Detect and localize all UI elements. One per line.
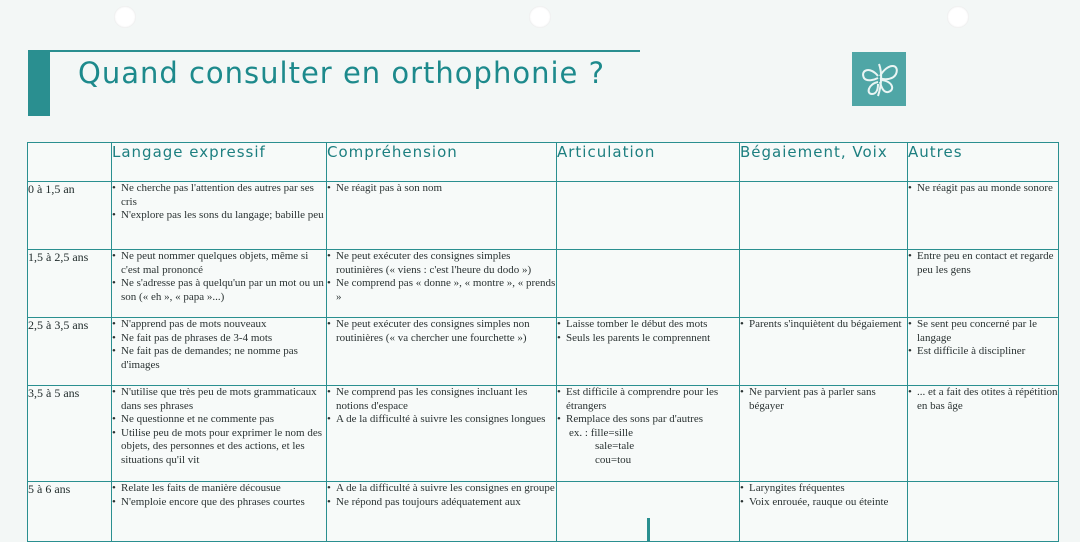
header-autres: Autres xyxy=(908,143,1059,182)
begaiement-cell xyxy=(740,482,908,542)
comprehension-cell xyxy=(327,482,557,542)
age-cell: 1,5 à 2,5 ans xyxy=(28,250,112,318)
expressif-cell xyxy=(112,386,327,482)
comprehension-cell xyxy=(327,386,557,482)
age-cell: 3,5 à 5 ans xyxy=(28,386,112,482)
list-item: • Ne réagit pas à son nom xyxy=(327,182,556,196)
page-title: Quand consulter en orthophonie ? xyxy=(78,56,605,90)
table-row xyxy=(28,182,1059,250)
list-item: • Ne réagit pas au monde sonore xyxy=(908,182,1058,196)
comprehension-cell xyxy=(327,250,557,318)
table-row xyxy=(28,250,1059,318)
table-row xyxy=(28,482,1059,542)
autres-cell xyxy=(908,318,1059,386)
autres-cell xyxy=(908,386,1059,482)
articulation-cell xyxy=(557,182,740,250)
list-item: • Ne comprend pas les consignes incluant les notions d'espace xyxy=(327,386,556,413)
list-item: • Voix enrouée, rauque ou éteinte xyxy=(740,496,907,510)
list-item: • Ne s'adresse pas à quelqu'un par un mot ou un son (« eh », « papa »...) xyxy=(112,277,326,304)
title-accent-bar xyxy=(28,50,50,116)
expressif-cell xyxy=(112,482,327,542)
butterfly-icon xyxy=(852,52,906,106)
list-item: • Est difficile à discipliner xyxy=(908,345,1058,359)
example-item: sale=tale xyxy=(595,440,635,452)
example-line xyxy=(557,427,739,441)
header-comprehension: Compréhension xyxy=(327,143,557,182)
begaiement-cell xyxy=(740,386,908,482)
header-articulation: Articulation xyxy=(557,143,740,182)
example-label: ex. : xyxy=(569,426,588,439)
example-item: fille=sille xyxy=(590,426,633,439)
table-row xyxy=(28,386,1059,482)
list-item: • Ne peut exécuter des consignes simples routinières (« viens : c'est l'heure du dodo ») xyxy=(327,250,556,277)
list-item: • Ne fait pas de demandes; ne nomme pas d'images xyxy=(112,345,326,372)
list-item: • Ne répond pas toujours adéquatement aux xyxy=(327,496,556,510)
list-item: • Se sent peu concerné par le langage xyxy=(908,318,1058,345)
autres-cell xyxy=(908,250,1059,318)
list-item: • Seuls les parents le comprennent xyxy=(557,332,739,346)
age-cell: 5 à 6 ans xyxy=(28,482,112,542)
autres-cell xyxy=(908,182,1059,250)
title-rule xyxy=(28,50,640,52)
begaiement-cell xyxy=(740,318,908,386)
articulation-cell xyxy=(557,250,740,318)
autres-cell xyxy=(908,482,1059,542)
list-item: • N'utilise que très peu de mots grammaticaux dans ses phrases xyxy=(112,386,326,413)
list-item: • Ne cherche pas l'attention des autres par ses cris xyxy=(112,182,326,209)
list-item: • Ne comprend pas « donne », « montre », « prends » xyxy=(327,277,556,304)
expressif-cell xyxy=(112,250,327,318)
comprehension-cell xyxy=(327,182,557,250)
age-cell: 0 à 1,5 an xyxy=(28,182,112,250)
table-row xyxy=(28,318,1059,386)
list-item: • Laisse tomber le début des mots xyxy=(557,318,739,332)
list-item: • Laryngites fréquentes xyxy=(740,482,907,496)
consultation-table xyxy=(27,142,1059,542)
list-item: • Relate les faits de manière décousue xyxy=(112,482,326,496)
comprehension-cell xyxy=(327,318,557,386)
list-item: • Est difficile à comprendre pour les étrangers xyxy=(557,386,739,413)
list-item: • Ne peut nommer quelques objets, même si c'est mal prononcé xyxy=(112,250,326,277)
binder-hole xyxy=(529,6,551,28)
list-item: • N'emploie encore que des phrases courtes xyxy=(112,496,326,510)
header-langage-expressif: Langage expressif xyxy=(112,143,327,182)
begaiement-cell xyxy=(740,182,908,250)
list-item: • Parents s'inquiètent du bégaiement xyxy=(740,318,907,332)
list-item: • A de la difficulté à suivre les consignes en groupe xyxy=(327,482,556,496)
list-item: • A de la difficulté à suivre les consignes longues xyxy=(327,413,556,427)
list-item: • Utilise peu de mots pour exprimer le nom des objets, des personnes et des actions, et les situations qu'il vit xyxy=(112,427,326,468)
header-row xyxy=(28,143,1059,182)
header-begaiement-voix: Bégaiement, Voix xyxy=(740,143,908,182)
list-item: • Entre peu en contact et regarde peu les gens xyxy=(908,250,1058,277)
binder-hole xyxy=(114,6,136,28)
articulation-cell xyxy=(557,318,740,386)
expressif-cell xyxy=(112,318,327,386)
list-item: • Ne peut exécuter des consignes simples non routinières (« va chercher une fourchette ») xyxy=(327,318,556,345)
expressif-cell xyxy=(112,182,327,250)
articulation-cell xyxy=(557,386,740,482)
list-item: • ... et a fait des otites à répétition en bas âge xyxy=(908,386,1058,413)
example-item: cou=tou xyxy=(595,453,632,466)
binder-hole xyxy=(947,6,969,28)
age-cell: 2,5 à 3,5 ans xyxy=(28,318,112,386)
list-item: • N'explore pas les sons du langage; babille peu xyxy=(112,209,326,223)
list-item: • Ne questionne et ne commente pas xyxy=(112,413,326,427)
margin-mark xyxy=(647,518,650,542)
header-age xyxy=(28,143,112,182)
list-item: • Ne fait pas de phrases de 3-4 mots xyxy=(112,332,326,346)
list-item: • N'apprend pas de mots nouveaux xyxy=(112,318,326,332)
list-item: • Ne parvient pas à parler sans bégayer xyxy=(740,386,907,413)
begaiement-cell xyxy=(740,250,908,318)
list-item: • Remplace des sons par d'autres xyxy=(557,413,739,427)
